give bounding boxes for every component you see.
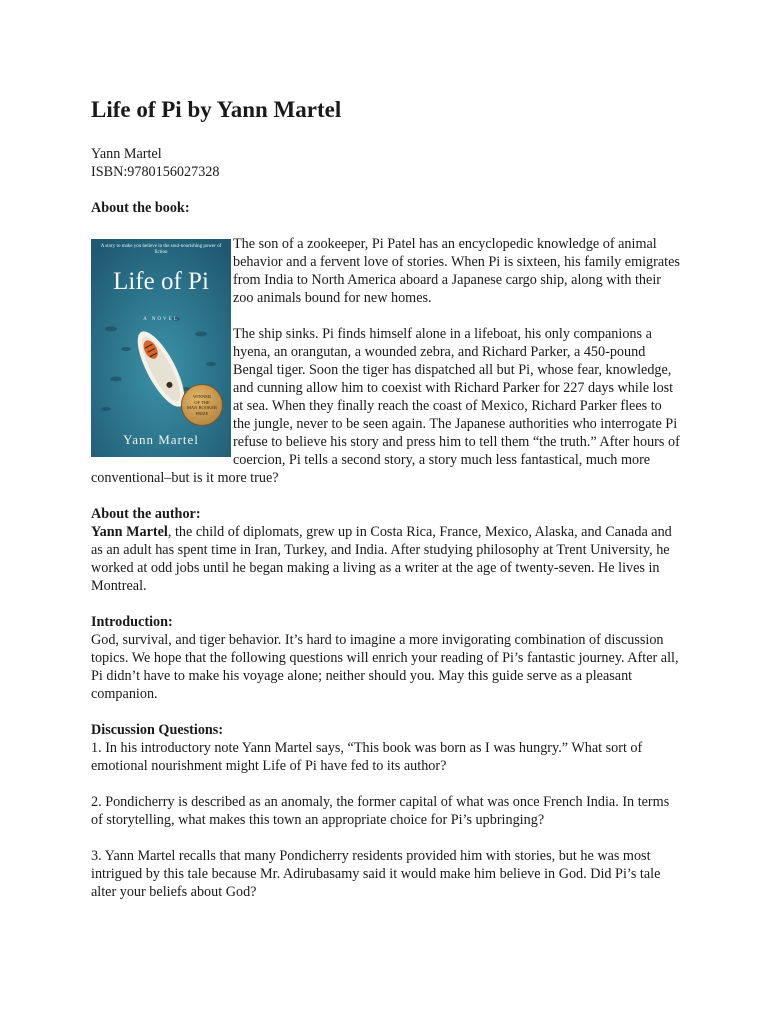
about-book-heading: About the book: — [91, 200, 190, 216]
book-cover-image — [91, 239, 231, 457]
question-item: 2. Pondicherry is described as an anomaly, the former capital of what was once French India. In terms of storytelling, what makes this town an appropriate choice for Pi’s upbringing? — [91, 794, 670, 828]
author-line: Yann Martel — [91, 146, 162, 162]
introduction-paragraph: God, survival, and tiger behavior. It’s hard to imagine a more invigorating combination of discussion topics. We hope that the following questions will enrich your reading of Pi’s fantastic journey. After all, Pi didn’t have to make his voyage alone; neither should you. May this guide serve as a pleasant companion. — [91, 632, 679, 702]
question-item: 1. In his introductory note Yann Martel says, “This book was born as I was hungry.” What sort of emotional nourishment might Life of Pi have fed to its author? — [91, 740, 643, 774]
cover-title: Life of Pi — [113, 268, 209, 295]
introduction-section — [91, 613, 681, 703]
about-author-paragraph — [91, 523, 681, 595]
seal-line-3: MAN BOOKER — [186, 405, 218, 410]
cover-subtitle: A NOVEL — [143, 317, 179, 322]
discussion-questions-heading: Discussion Questions: — [91, 722, 224, 738]
question-item: 3. Yann Martel recalls that many Pondicherry residents provided him with stories, but he was most intrigued by this tale because Mr. Adirubasamy said it would make him believe in God. Did Pi’s tale alter your beliefs about God? — [91, 848, 661, 900]
about-book-paragraph-2: The ship sinks. Pi finds himself alone in a lifeboat, his only companions a hyena, an orangutan, a wounded zebra, and Richard Parker, a 450-pound Bengal tiger. Soon the tiger has dispatched all but Pi, whose fear, knowledge, and cunning allow him to coexist with Richard Parker for 227 days while lost at sea. When they finally reach the coast of Mexico, Richard Parker flees to the jungle, never to be seen again. The Japanese authorities who interrogate Pi refuse to believe his story and press him to tell them “the truth.” After hours of coercion, Pi tells a second story, a story much less fantastical, much more conventional–but is it more true? — [91, 326, 680, 486]
author-name-bold: Yann Martel — [91, 524, 168, 540]
isbn-line: ISBN:9780156027328 — [91, 164, 220, 180]
seal-line-1: WINNER — [193, 394, 211, 399]
seal-line-4: PRIZE — [195, 410, 209, 416]
cover-author: Yann Martel — [123, 432, 199, 447]
introduction-heading: Introduction: — [91, 614, 173, 630]
page-title: Life of Pi by Yann Martel — [91, 97, 342, 122]
book-meta — [91, 145, 681, 181]
cover-blurb: A story to make you believe in the soul-nourishing power of fiction — [100, 244, 222, 255]
about-author-section — [91, 505, 681, 595]
about-author-text: , the child of diplomats, grew up in Costa Rica, France, Mexico, Alaska, and Canada and as an adult has spent time in Iran, Turkey, and India. After studying philosophy at Trent University, he worked at odd jobs until he began making a living as a writer at the age of twenty-seven. He lives in Montreal. — [91, 524, 672, 594]
discussion-questions-section — [91, 721, 681, 901]
about-author-heading: About the author: — [91, 506, 201, 522]
seal-line-2: OF THE — [194, 399, 210, 405]
about-book-paragraph-1: The son of a zookeeper, Pi Patel has an encyclopedic knowledge of animal behavior and a fervent love of stories. When Pi is sixteen, his family emigrates from India to North America aboard a Japanese cargo ship, along with their zoo animals bound for new homes. — [233, 236, 680, 306]
booker-prize-seal — [181, 384, 223, 426]
document-content — [91, 95, 681, 901]
about-book-section — [91, 235, 681, 487]
